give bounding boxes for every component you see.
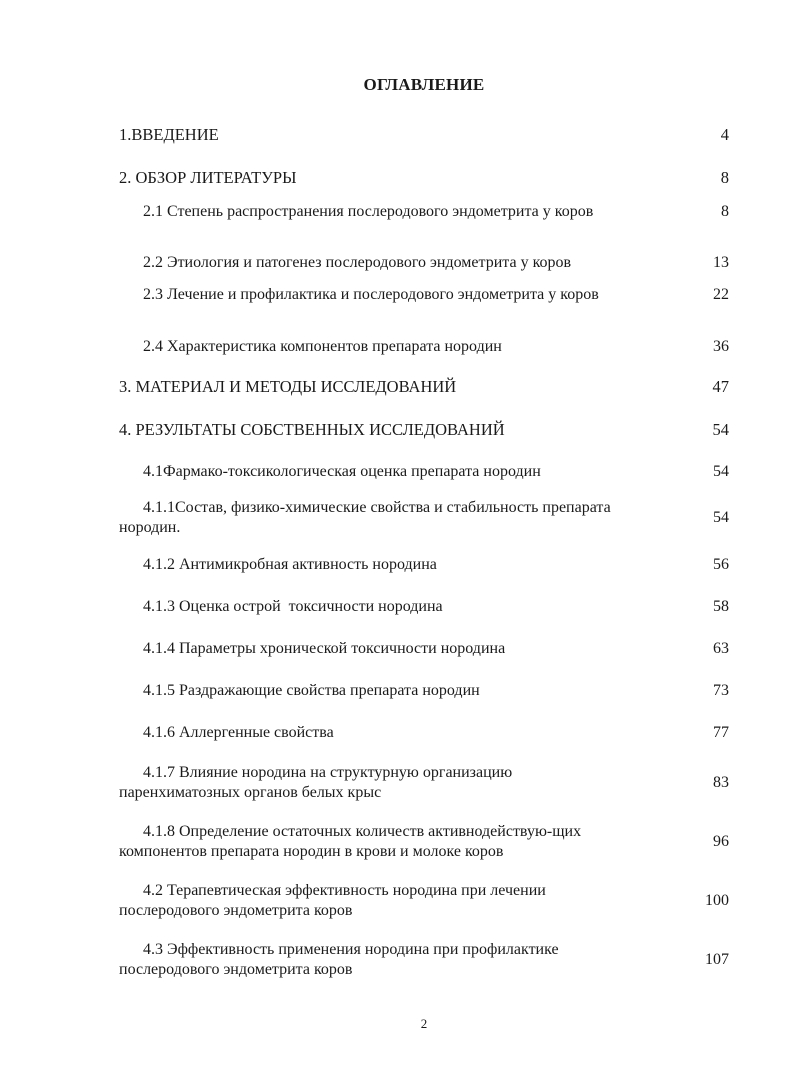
toc-entry-4-1-1[interactable] <box>119 498 729 538</box>
toc-entry-page: 73 <box>713 682 729 699</box>
toc-entry-4-1[interactable] <box>119 462 729 482</box>
toc-entry-4-1-4[interactable] <box>119 639 729 659</box>
toc-entry-2-3[interactable] <box>119 285 729 305</box>
toc-entry-text: 4.2 Терапевтическая эффективность нородина при лечении послеродового эндометрита коров <box>119 882 546 919</box>
toc-entry-2-1[interactable] <box>119 202 729 222</box>
toc-entry-page: 96 <box>713 833 729 850</box>
toc-entry-page: 8 <box>721 203 729 220</box>
toc-entry-text: 4.1.8 Определение остаточных количеств активнодействую-щих компонентов препарата нородин в крови и молоке коров <box>119 823 582 860</box>
toc-entry-4-1-6[interactable] <box>119 723 729 743</box>
toc-entry-page: 4 <box>720 125 729 144</box>
toc-entry-text: 4.1.7 Влияние нородина на структурную организацию паренхиматозных органов белых крыс <box>119 764 513 801</box>
toc-entry-page: 54 <box>713 463 729 480</box>
toc-entry-4-2[interactable] <box>119 881 729 921</box>
toc-entry-page: 107 <box>705 951 729 968</box>
toc-entry-text: 2.2 Этиология и патогенез послеродового эндометрита у коров <box>143 254 572 271</box>
toc-entry-4-1-3[interactable] <box>119 597 729 617</box>
toc-entry-page: 13 <box>713 254 729 271</box>
toc-entry-2-2[interactable] <box>119 253 729 273</box>
toc-entry-page: 58 <box>713 598 729 615</box>
toc-entry-page: 100 <box>705 892 729 909</box>
toc-entry-4-3[interactable] <box>119 940 729 980</box>
toc-entry-page: 36 <box>713 338 729 355</box>
toc-entry-results[interactable] <box>119 420 729 440</box>
toc-entry-4-1-5[interactable] <box>119 681 729 701</box>
toc-entry-text: 2.3 Лечение и профилактика и послеродового эндометрита у коров <box>143 286 599 303</box>
toc-entry-4-1-8[interactable] <box>119 822 729 862</box>
toc-entry-text: 4.1.4 Параметры хронической токсичности нородина <box>143 640 506 657</box>
toc-entry-text: 4.1.5 Раздражающие свойства препарата нородин <box>143 682 480 699</box>
toc-entry-page: 8 <box>720 168 729 187</box>
toc-entry-text: 1.ВВЕДЕНИЕ <box>119 125 219 144</box>
toc-entry-2-4[interactable] <box>119 337 729 357</box>
toc-entry-4-1-7[interactable] <box>119 763 729 803</box>
toc-entry-text: 3. МАТЕРИАЛ И МЕТОДЫ ИССЛЕДОВАНИЙ <box>119 377 457 396</box>
toc-entry-page: 77 <box>713 724 729 741</box>
toc-entry-text: 4.1Фармако-токсикологическая оценка препарата нородин <box>143 463 541 480</box>
toc-entry-text: 2. ОБЗОР ЛИТЕРАТУРЫ <box>119 168 297 187</box>
toc-entry-page: 54 <box>712 420 729 439</box>
page-title: ОГЛАВЛЕНИЕ <box>363 75 485 94</box>
toc-entry-text: 2.4 Характеристика компонентов препарата нородин <box>143 338 502 355</box>
toc-entry-page: 56 <box>713 556 729 573</box>
toc-entry-page: 54 <box>713 509 729 526</box>
toc-entry-text: 4.1.1Состав, физико-химические свойства и стабильность препарата нородин. <box>119 499 611 536</box>
toc-entry-text: 4.1.3 Оценка острой токсичности нородина <box>143 598 443 615</box>
toc-entry-materials-methods[interactable] <box>119 377 729 397</box>
toc-entry-introduction[interactable] <box>119 125 729 145</box>
toc-entry-text: 4.1.6 Аллергенные свойства <box>143 724 334 741</box>
toc-entry-page: 22 <box>713 286 729 303</box>
toc-entry-page: 83 <box>713 774 729 791</box>
toc-entry-literature-review[interactable] <box>119 168 729 188</box>
toc-entry-page: 47 <box>712 377 729 396</box>
toc-entry-4-1-2[interactable] <box>119 555 729 575</box>
toc-entry-text: 4.3 Эффективность применения нородина при профилактике послеродового эндометрита коров <box>119 941 559 978</box>
toc-entry-text: 2.1 Степень распространения послеродового эндометрита у коров <box>143 203 594 220</box>
toc-entry-text: 4.1.2 Антимикробная активность нородина <box>143 556 437 573</box>
page-number: 2 <box>420 1016 428 1031</box>
toc-entry-page: 63 <box>713 640 729 657</box>
toc-entry-text: 4. РЕЗУЛЬТАТЫ СОБСТВЕННЫХ ИССЛЕДОВАНИЙ <box>119 420 505 439</box>
